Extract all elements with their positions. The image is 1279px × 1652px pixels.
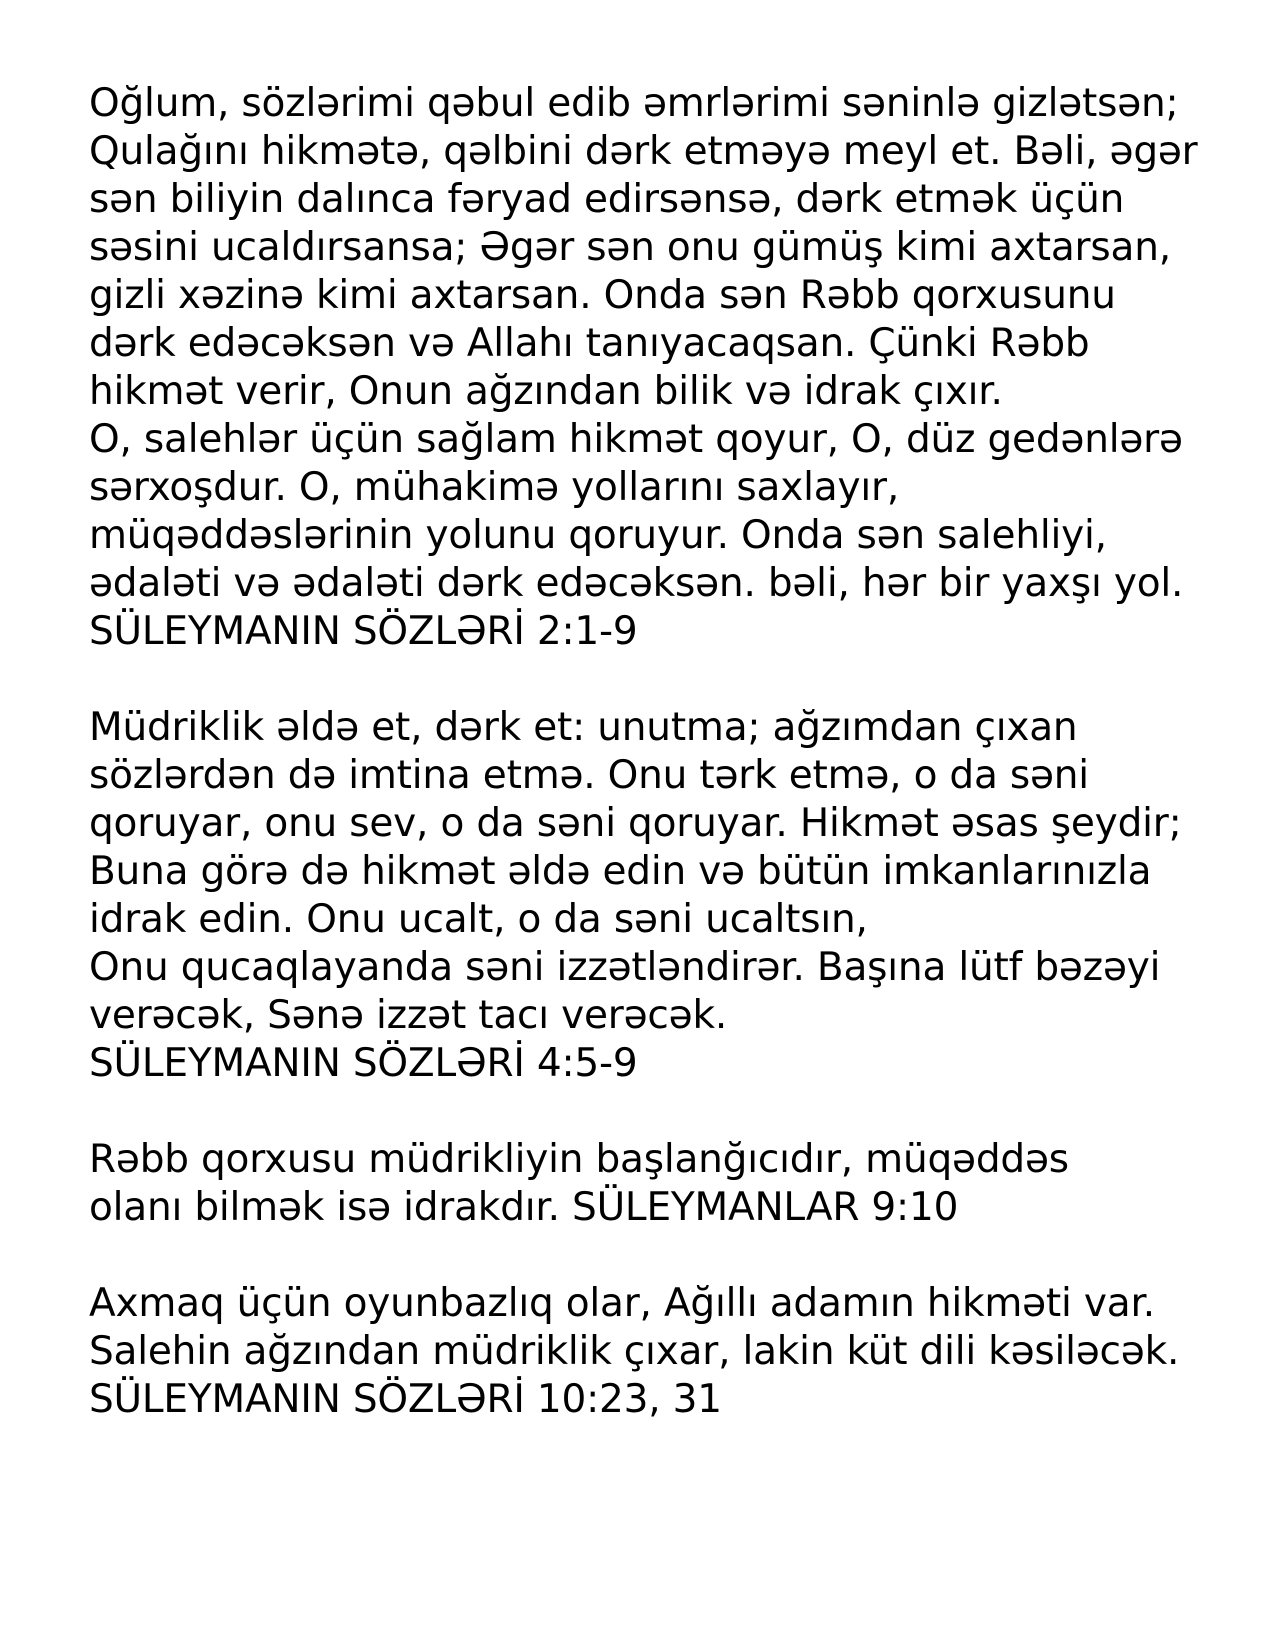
passage-2 bbox=[89, 704, 1249, 1088]
passage-line: Onu qucaqlayanda səni izzətləndirər. Başına lütf bəzəyi bbox=[89, 945, 1161, 990]
passage-line: Axmaq üçün oyunbazlıq olar, Ağıllı adamın hikməti var. bbox=[89, 1281, 1155, 1326]
passage-line: Oğlum, sözlərimi qəbul edib əmrlərimi səninlə gizlətsən; bbox=[89, 81, 1179, 126]
passage-line: sərxoşdur. O, mühakimə yollarını saxlayır, bbox=[89, 465, 900, 510]
passage-line: hikmət verir, Onun ağzından bilik və idrak çıxır. bbox=[89, 369, 1003, 414]
passage-line: Salehin ağzından müdriklik çıxar, lakin küt dili kəsiləcək. bbox=[89, 1329, 1180, 1374]
passage-line: müqəddəslərinin yolunu qoruyur. Onda sən salehliyi, bbox=[89, 513, 1107, 558]
passage-line: verəcək, Sənə izzət tacı verəcək. bbox=[89, 993, 728, 1038]
passage-line: idrak edin. Onu ucalt, o da səni ucaltsın, bbox=[89, 897, 868, 942]
passage-reference: SÜLEYMANIN SÖZLƏRİ 2:1-9 bbox=[89, 609, 638, 654]
passage-line: Buna görə də hikmət əldə edin və bütün imkanlarınızla bbox=[89, 849, 1152, 894]
passage-line: Rəbb qorxusu müdrikliyin başlanğıcıdır, müqəddəs bbox=[89, 1137, 1069, 1182]
passage-line: səsini ucaldırsansa; Əgər sən onu gümüş kimi axtarsan, bbox=[89, 225, 1171, 270]
passage-line: dərk edəcəksən və Allahı tanıyacaqsan. Çünki Rəbb bbox=[89, 321, 1090, 366]
passage-line: sən biliyin dalınca fəryad edirsənsə, dərk etmək üçün bbox=[89, 177, 1125, 222]
passage-reference: SÜLEYMANIN SÖZLƏRİ 4:5-9 bbox=[89, 1041, 638, 1086]
passage-3 bbox=[89, 1136, 1249, 1232]
passage-4 bbox=[89, 1280, 1249, 1424]
passage-1 bbox=[89, 80, 1249, 656]
passage-reference: SÜLEYMANIN SÖZLƏRİ 10:23, 31 bbox=[89, 1377, 722, 1422]
passage-line: sözlərdən də imtina etmə. Onu tərk etmə, o da səni bbox=[89, 753, 1089, 798]
passage-line: Müdriklik əldə et, dərk et: unutma; ağzımdan çıxan bbox=[89, 705, 1078, 750]
passage-line: gizli xəzinə kimi axtarsan. Onda sən Rəbb qorxusunu bbox=[89, 273, 1116, 318]
passage-line: ədaləti və ədaləti dərk edəcəksən. bəli, hər bir yaxşı yol. bbox=[89, 561, 1184, 606]
passage-line: O, salehlər üçün sağlam hikmət qoyur, O, düz gedənlərə bbox=[89, 417, 1183, 462]
passage-line: qoruyar, onu sev, o da səni qoruyar. Hikmət əsas şeydir; bbox=[89, 801, 1182, 846]
document-page bbox=[89, 80, 1249, 1472]
passage-line: olanı bilmək isə idrakdır. SÜLEYMANLAR 9:10 bbox=[89, 1185, 959, 1230]
passage-line: Qulağını hikmətə, qəlbini dərk etməyə meyl et. Bəli, əgər bbox=[89, 129, 1198, 174]
